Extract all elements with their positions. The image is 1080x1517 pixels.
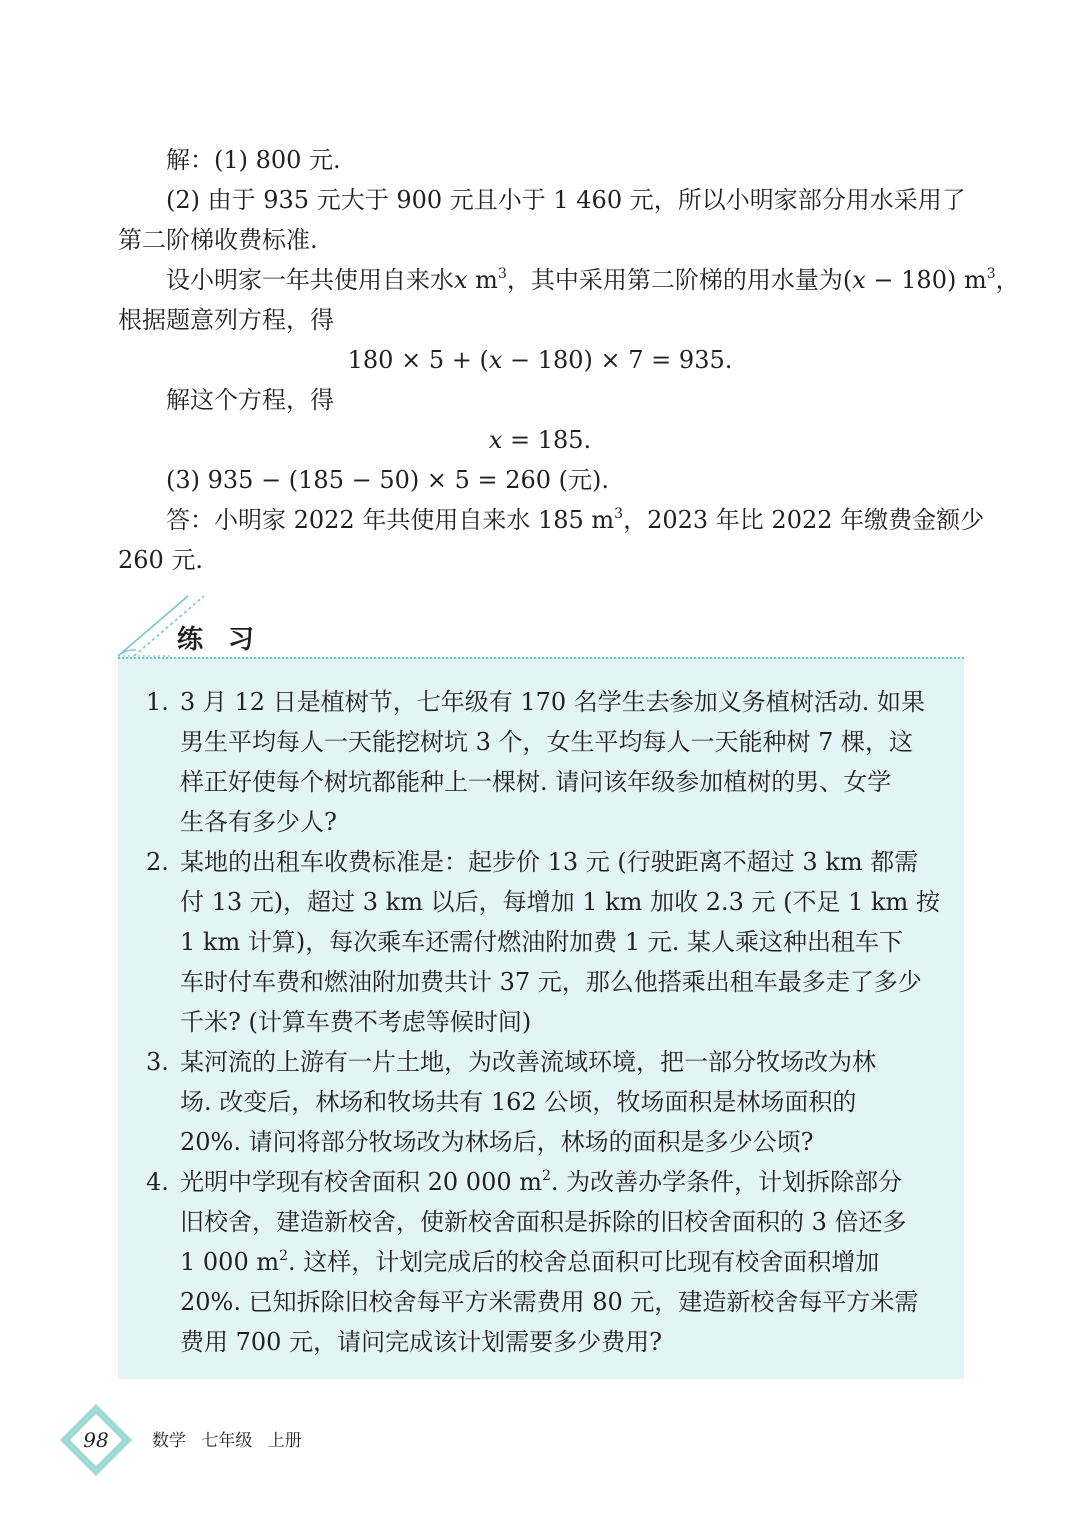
exercise-title: 练 习 (177, 625, 263, 655)
exercise-3-number: 3. (146, 1048, 169, 1076)
exercise-2-line: 车时付车费和燃油附加费共计 37 元，那么他搭乘出租车最多走了多少 (180, 968, 922, 996)
exercise-1-line: 样正好使每个树坑都能种上一棵树. 请问该年级参加植树的男、女学 (180, 768, 892, 796)
answer-line-1: 答：小明家 2022 年共使用自来水 185 $m^3$，2023 年比 2022 年缴费金额少 (166, 506, 985, 534)
exercise-2-line: 千米? (计算车费不考虑等候时间) (180, 1008, 532, 1036)
exercise-3-line: 某河流的上游有一片土地，为改善流域环境，把一部分牧场改为林 (180, 1048, 876, 1076)
exercise-4-line: 光明中学现有校舍面积 20 000 $m^2$. 为改善办学条件，计划拆除部分 (180, 1168, 903, 1196)
exercise-4-number: 4. (146, 1168, 169, 1196)
exercise-1-number: 1. (146, 688, 169, 716)
exercise-2-line: 某地的出租车收费标准是：起步价 13 元 (行驶距离不超过 3 km 都需 (180, 848, 919, 876)
exercise-2-line: 1 km 计算)，每次乘车还需付燃油附加费 1 元. 某人乘这种出租车下 (180, 928, 903, 956)
exercise-4-line: 20%. 已知拆除旧校舍每平方米需费用 80 元，建造新校舍每平方米需 (180, 1288, 919, 1316)
exercise-4-line: 1 000 $m^2$. 这样，计划完成后的校舍总面积可比现有校舍面积增加 (180, 1248, 880, 1276)
exercise-1-line: 男生平均每人一天能挖树坑 3 个，女生平均每人一天能种树 7 棵，这 (180, 728, 914, 756)
solution-part-1: 解：(1) 800 元. (166, 146, 341, 174)
solution-part-2-line-2: 第二阶梯收费标准. (118, 226, 318, 254)
solution-part-2-line-1: (2) 由于 935 元大于 900 元且小于 1 460 元，所以小明家部分用水采用了 (166, 186, 966, 214)
exercise-3-line: 20%. 请问将部分牧场改为林场后，林场的面积是多少公顷? (180, 1128, 814, 1156)
exercise-1-line: 3 月 12 日是植树节，七年级有 170 名学生去参加义务植树活动. 如果 (180, 688, 926, 716)
equation-1: 180 × 5 + (x − 180) × 7 = 935. (347, 346, 733, 374)
solution-setup-line-2: 根据题意列方程，得 (118, 306, 334, 334)
book-title-footer: 数学 七年级 上册 (152, 1431, 302, 1451)
solve-line: 解这个方程，得 (166, 386, 334, 414)
page-number: 98 (83, 1428, 109, 1452)
equation-2: x = 185. (488, 426, 592, 454)
solution-setup-line: 设小明家一年共使用自来水x $m^3$，其中采用第二阶梯的用水量为(x − 180) $m^3$， (166, 266, 1020, 294)
exercise-4-line: 费用 700 元，请问完成该计划需要多少费用? (180, 1328, 662, 1356)
exercise-1-line: 生各有多少人? (180, 808, 337, 836)
exercise-4-line: 旧校舍，建造新校舍，使新校舍面积是拆除的旧校舍面积的 3 倍还多 (180, 1208, 907, 1236)
solution-part-3: (3) 935 − (185 − 50) × 5 = 260 (元). (166, 466, 610, 494)
exercise-3-line: 场. 改变后，林场和牧场共有 162 公顷，牧场面积是林场面积的 (180, 1088, 857, 1116)
answer-line-2: 260 元. (118, 546, 204, 574)
exercise-2-number: 2. (146, 848, 169, 876)
exercise-2-line: 付 13 元)，超过 3 km 以后，每增加 1 km 加收 2.3 元 (不足 1 km 按 (180, 888, 940, 916)
